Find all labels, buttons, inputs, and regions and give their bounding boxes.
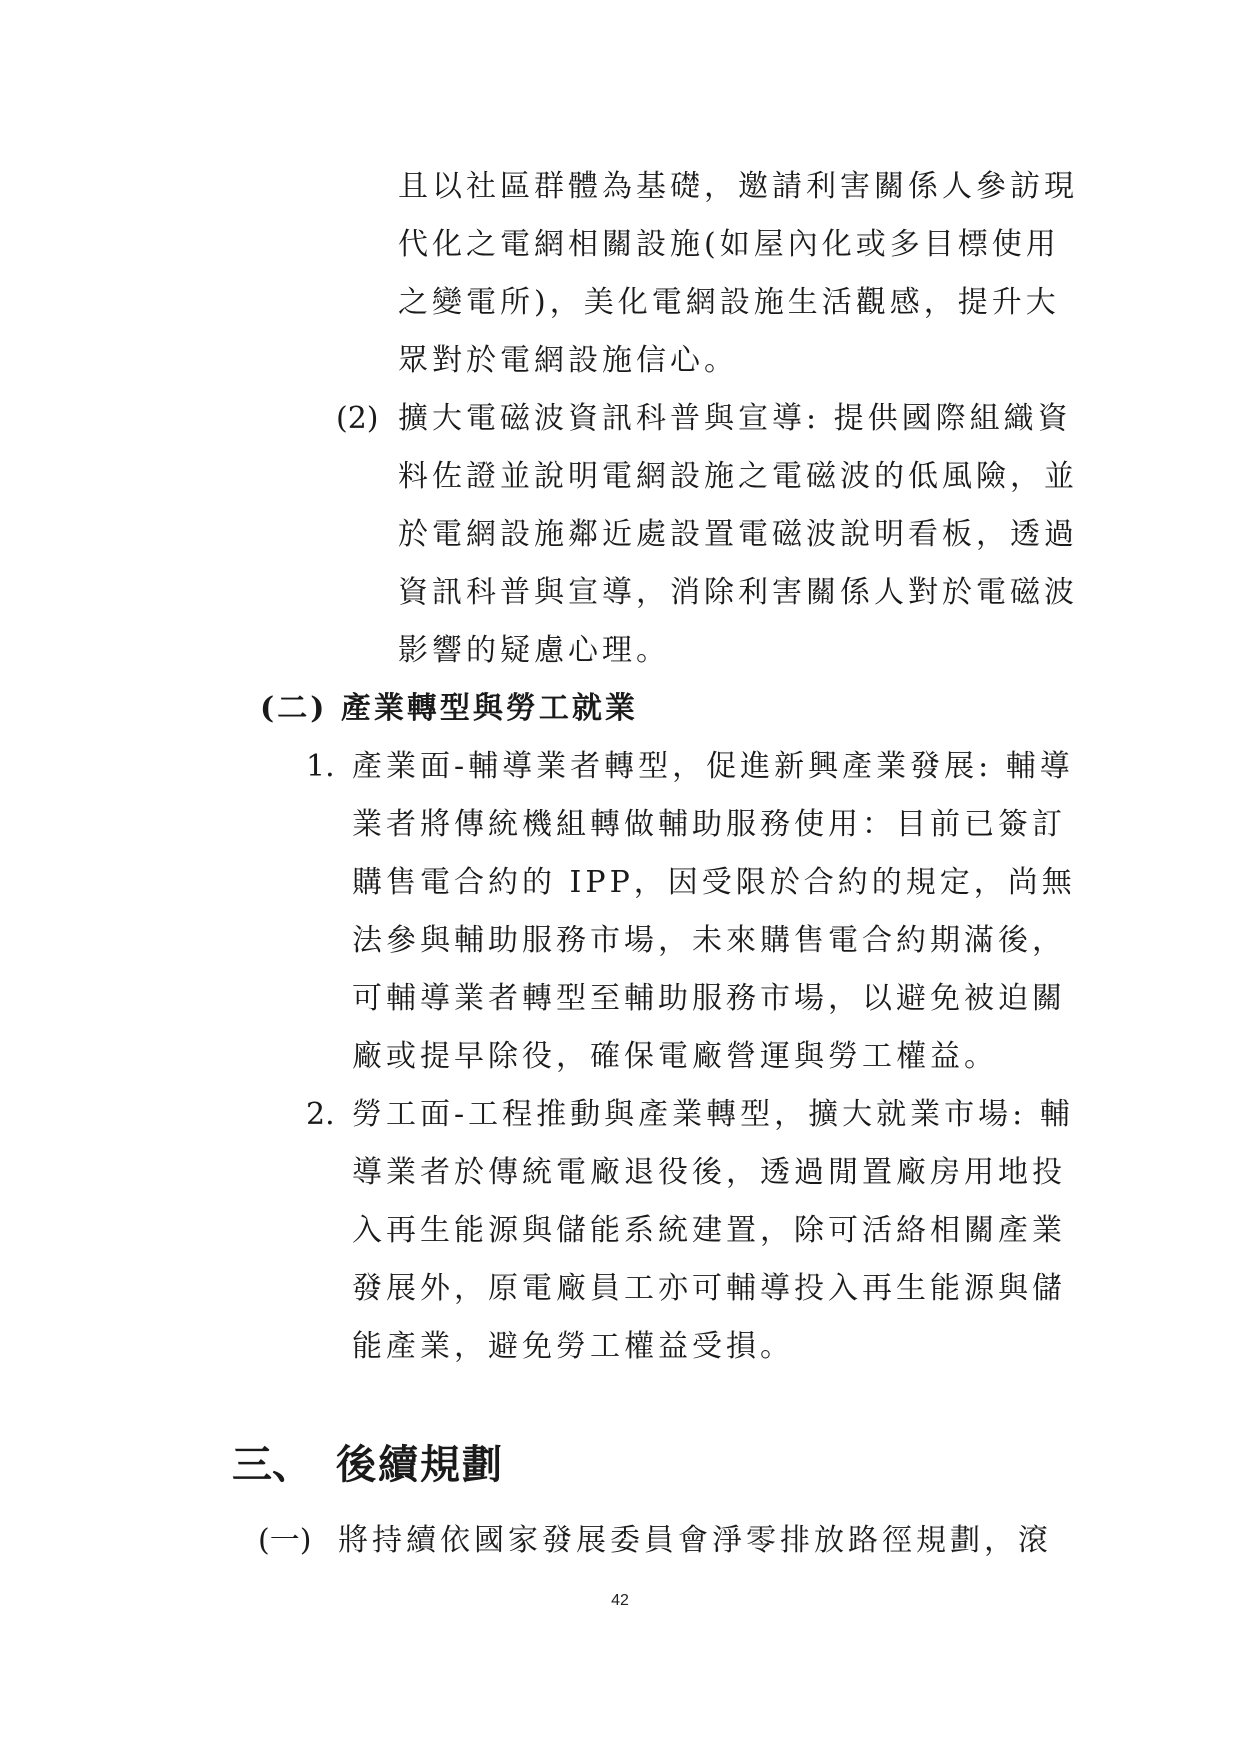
list-line: 發展外，原電廠員工亦可輔導投入再生能源與儲 xyxy=(352,1271,1066,1306)
list-number: 2. xyxy=(306,1097,335,1132)
paragraph-line: 代化之電網相關設施(如屋內化或多目標使用 xyxy=(398,227,1060,262)
list-line: 入再生能源與儲能系統建置，除可活絡相關產業 xyxy=(352,1213,1066,1248)
paragraph-line: 且以社區群體為基礎，邀請利害關係人參訪現 xyxy=(398,169,1078,204)
sub-item-text: 將持續依國家發展委員會淨零排放路徑規劃，滾 xyxy=(338,1523,1052,1558)
list-line: 廠或提早除役，確保電廠營運與勞工權益。 xyxy=(352,1039,998,1074)
item-line: 料佐證並說明電網設施之電磁波的低風險，並 xyxy=(398,459,1078,494)
chapter-number: 三、 xyxy=(232,1441,312,1488)
section-heading: (二) 產業轉型與勞工就業 xyxy=(260,691,638,726)
list-line: 購售電合約的 IPP，因受限於合約的規定，尚無 xyxy=(352,865,1076,900)
list-number: 1. xyxy=(306,749,335,784)
list-line: 法參與輔助服務市場，未來購售電合約期滿後， xyxy=(352,923,1066,958)
item-line: 於電網設施鄰近處設置電磁波說明看板，透過 xyxy=(398,517,1078,552)
list-line: 產業面-輔導業者轉型，促進新興產業發展: 輔導 xyxy=(352,749,1074,784)
sub-item-number: (一) xyxy=(258,1523,312,1558)
item-line: 影響的疑慮心理。 xyxy=(398,633,670,668)
chapter-title: 後續規劃 xyxy=(336,1441,504,1488)
list-line: 業者將傳統機組轉做輔助服務使用：目前已簽訂 xyxy=(352,807,1066,842)
item-line: 資訊科普與宣導，消除利害關係人對於電磁波 xyxy=(398,575,1078,610)
item-line: 擴大電磁波資訊科普與宣導: 提供國際組織資 xyxy=(398,401,1072,436)
paragraph-line: 眾對於電網設施信心。 xyxy=(398,343,738,378)
list-line: 能產業，避免勞工權益受損。 xyxy=(352,1329,794,1364)
list-line: 可輔導業者轉型至輔助服務市場，以避免被迫關 xyxy=(352,981,1066,1016)
list-line: 導業者於傳統電廠退役後，透過閒置廠房用地投 xyxy=(352,1155,1066,1190)
item-number: (2) xyxy=(336,401,379,436)
list-line: 勞工面-工程推動與產業轉型，擴大就業市場: 輔 xyxy=(352,1097,1074,1132)
page-number: 42 xyxy=(611,1592,629,1609)
paragraph-line: 之變電所)，美化電網設施生活觀感，提升大 xyxy=(398,285,1060,320)
